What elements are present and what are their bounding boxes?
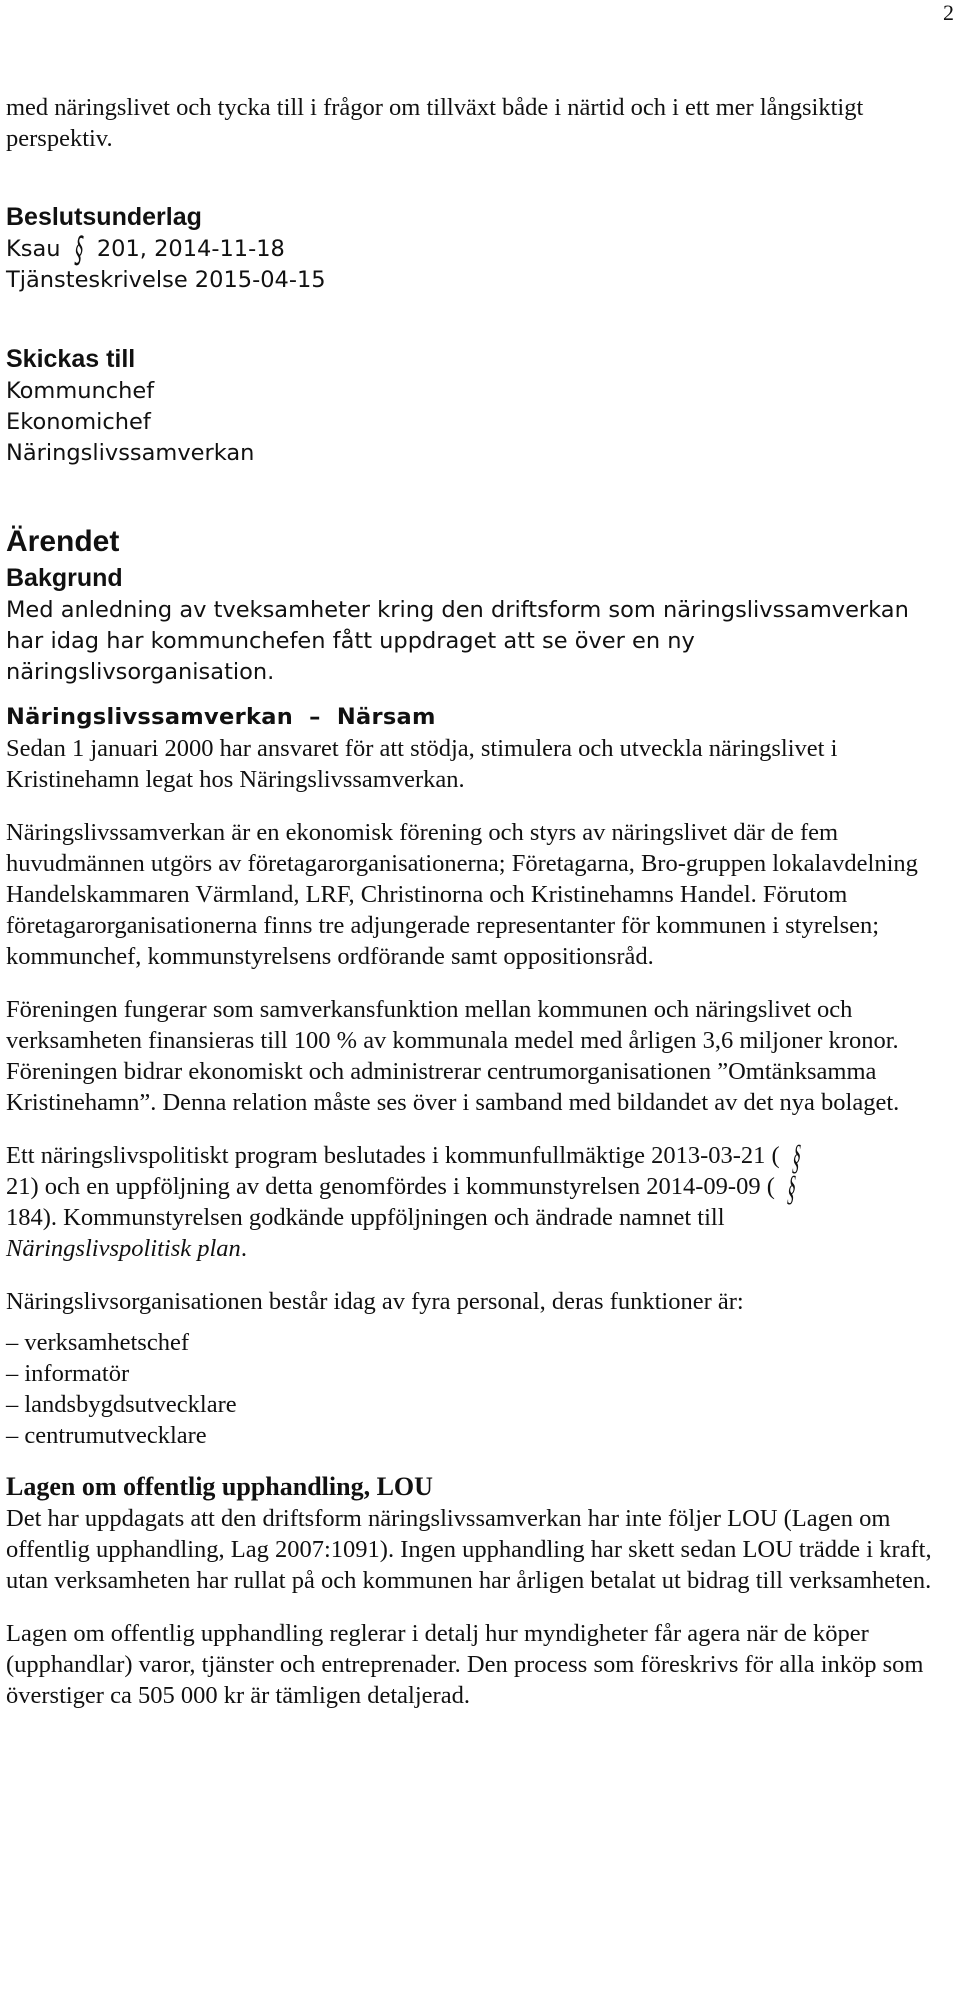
program-text-a: Ett näringslivspolitiskt program beslutades i kommunfullmäktige 2013-03-21 ( xyxy=(6,1142,780,1169)
narsam-paragraph: Näringslivssamverkan är en ekonomisk förening och styrs av näringslivet där de fem huvudmännen utgörs av företagarorganisationerna; Företagarna, Bro-gruppen lokalavdelning Handelskammaren Värmland, LRF, Christinorna och Kristinehamns Handel. Förutom företagarorganisationerna finns tre adjungerade representanter för kommunen i styrelsen; kommunchef, kommunstyrelsens ordförande samt oppositionsråd. xyxy=(6,819,918,970)
section-beslutsunderlag xyxy=(6,200,952,296)
narsam-paragraph: Sedan 1 januari 2000 har ansvaret för att stödja, stimulera och utveckla näringslivet i Kristinehamn legat hos Näringslivssamverkan. xyxy=(6,735,838,793)
intro-paragraph: med näringslivet och tycka till i frågor om tillväxt både i närtid och i ett mer långsiktigt perspektiv. xyxy=(6,94,864,152)
ksau-label: Ksau xyxy=(6,236,61,262)
ksau-ref: 201, 2014-11-18 xyxy=(96,236,285,262)
functions-list xyxy=(6,1327,952,1451)
section-lou xyxy=(6,1471,952,1711)
paragraph-symbol: § xyxy=(789,1137,804,1177)
skickas-till-heading: Skickas till xyxy=(6,345,136,373)
paragraph-symbol: § xyxy=(71,230,86,271)
program-paragraph xyxy=(6,1137,952,1264)
program-plan-name: Näringslivspolitisk plan xyxy=(6,1235,241,1262)
narsam-heading: Näringslivssamverkan – Närsam xyxy=(6,704,436,730)
beslutsunderlag-ref-ksau xyxy=(6,230,952,271)
recipient: Ekonomichef xyxy=(6,409,151,435)
program-text-end: . xyxy=(240,1235,247,1262)
lou-heading: Lagen om offentlig upphandling, LOU xyxy=(6,1472,433,1501)
beslutsunderlag-ref-tjansteskrivelse: Tjänsteskrivelse 2015-04-15 xyxy=(6,267,326,293)
list-item: – verksamhetschef xyxy=(6,1329,189,1356)
beslutsunderlag-heading: Beslutsunderlag xyxy=(6,203,202,231)
list-item: – landsbygdsutvecklare xyxy=(6,1391,237,1418)
functions-intro: Näringslivsorganisationen består idag av fyra personal, deras funktioner är: xyxy=(6,1288,744,1315)
document-body xyxy=(6,92,952,1711)
program-text-b: 21) och en uppföljning av detta genomfördes i kommunstyrelsen 2014-09-09 ( xyxy=(6,1173,775,1200)
section-narsam xyxy=(6,702,952,1451)
bakgrund-heading: Bakgrund xyxy=(6,564,123,592)
recipient: Kommunchef xyxy=(6,378,155,404)
arendet-heading: Ärendet xyxy=(6,525,120,558)
list-item: – centrumutvecklare xyxy=(6,1422,207,1449)
lou-paragraph: Det har uppdagats att den driftsform näringslivssamverkan har inte följer LOU (Lagen om offentlig upphandling, Lag 2007:1091). Ingen upphandling har skett sedan LOU trädde i kraft, utan verksamheten har rullat på och kommunen har årligen betalat ut bidrag till verksamheten. xyxy=(6,1505,932,1594)
program-text-c: 184). Kommunstyrelsen godkände uppföljningen och ändrade namnet till xyxy=(6,1204,725,1231)
list-item: – informatör xyxy=(6,1360,130,1387)
section-skickas-till xyxy=(6,342,952,469)
recipient: Näringslivssamverkan xyxy=(6,440,255,466)
paragraph-symbol: § xyxy=(785,1168,799,1208)
section-arendet xyxy=(6,523,952,688)
bakgrund-text: Med anledning av tveksamheter kring den driftsform som näringslivssamverkan har idag har kommunchefen fått uppdraget att se över en ny näringslivsorganisation. xyxy=(6,597,909,685)
lou-paragraph: Lagen om offentlig upphandling reglerar i detalj hur myndigheter får agera när de köper (upphandlar) varor, tjänster och entreprenader. Den process som föreskrivs för alla inköp som överstiger ca 505 000 kr är tämligen detaljerad. xyxy=(6,1620,924,1709)
page-number: 2 xyxy=(943,0,954,25)
narsam-paragraph: Föreningen fungerar som samverkansfunktion mellan kommunen och näringslivet och verksamheten finansieras till 100 % av kommunala medel med årligen 3,6 miljoner kronor. Föreningen bidrar ekonomiskt och administrerar centrumorganisationen ”Omtänksamma Kristinehamn”. Denna relation måste ses över i samband med bildandet av det nya bolaget. xyxy=(6,996,900,1116)
